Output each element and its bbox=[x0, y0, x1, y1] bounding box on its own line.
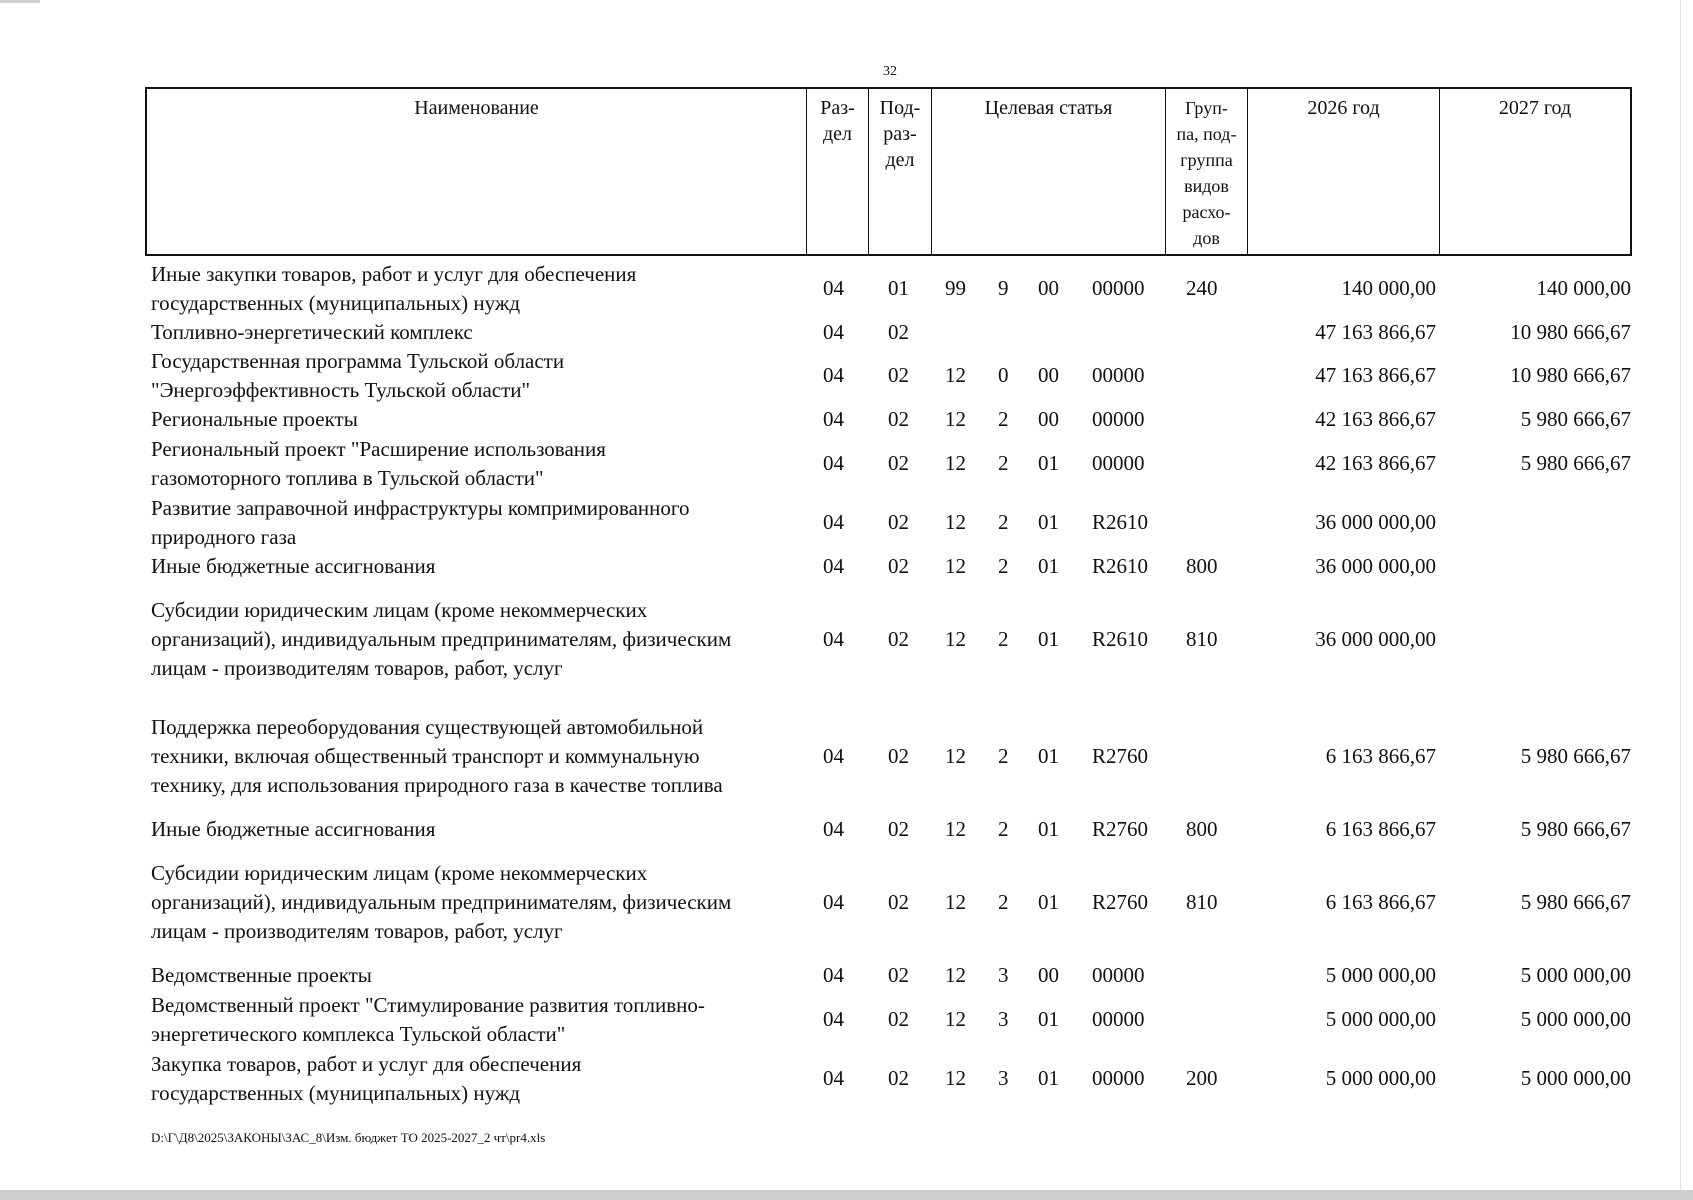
header-podrazdel-label: Под- раз- дел bbox=[879, 97, 921, 171]
row-razdel: 04 bbox=[823, 1007, 844, 1031]
header-podrazdel bbox=[869, 89, 932, 254]
row-amount-2026: 6 163 866,67 bbox=[1325, 744, 1436, 768]
row-target-direction: R2760 bbox=[1092, 890, 1149, 914]
row-target-direction: R2610 bbox=[1092, 554, 1149, 578]
row-amount-2026: 42 163 866,67 bbox=[1315, 451, 1436, 475]
row-target-event: 01 bbox=[1038, 817, 1059, 841]
row-target-subprogram: 2 bbox=[998, 744, 1009, 768]
row-target-event: 00 bbox=[1038, 407, 1059, 431]
row-expense-group: 800 bbox=[1186, 554, 1218, 578]
row-target-subprogram: 2 bbox=[998, 554, 1009, 578]
row-name: Ведомственные проекты bbox=[151, 963, 372, 987]
header-name bbox=[147, 89, 807, 254]
row-expense-group: 810 bbox=[1186, 627, 1218, 651]
row-amount-2027: 5 000 000,00 bbox=[1520, 963, 1631, 987]
scan-corner-mark bbox=[0, 0, 40, 3]
row-amount-2027: 5 980 666,67 bbox=[1520, 451, 1631, 475]
row-target-event: 01 bbox=[1038, 510, 1059, 534]
row-amount-2027: 140 000,00 bbox=[1536, 276, 1631, 300]
row-amount-2027: 5 980 666,67 bbox=[1520, 890, 1631, 914]
row-target-subprogram: 2 bbox=[998, 451, 1009, 475]
row-amount-2026: 6 163 866,67 bbox=[1325, 817, 1436, 841]
row-target-program: 12 bbox=[945, 363, 966, 387]
row-amount-2026: 47 163 866,67 bbox=[1315, 363, 1436, 387]
row-target-program: 12 bbox=[945, 554, 966, 578]
row-razdel: 04 bbox=[823, 363, 844, 387]
row-target-program: 12 bbox=[945, 890, 966, 914]
row-target-direction: 00000 bbox=[1092, 1066, 1145, 1090]
table-header bbox=[145, 87, 1632, 256]
row-podrazdel: 01 bbox=[888, 276, 909, 300]
header-target-label: Целевая статья bbox=[984, 97, 1113, 119]
row-amount-2027: 5 980 666,67 bbox=[1520, 817, 1631, 841]
row-razdel: 04 bbox=[823, 817, 844, 841]
row-target-direction: R2610 bbox=[1092, 510, 1149, 534]
row-target-subprogram: 3 bbox=[998, 1007, 1009, 1031]
header-y2026-label: 2026 год bbox=[1307, 97, 1380, 119]
header-group-label: Груп- па, под- группа видов расхо- дов bbox=[1176, 98, 1237, 248]
row-target-event: 01 bbox=[1038, 890, 1059, 914]
row-target-subprogram: 9 bbox=[998, 276, 1009, 300]
row-target-subprogram: 3 bbox=[998, 963, 1009, 987]
row-target-event: 01 bbox=[1038, 1066, 1059, 1090]
row-amount-2026: 5 000 000,00 bbox=[1325, 1066, 1436, 1090]
row-name: Поддержка переоборудования существующей автомобильной техники, включая общественный транспорт и коммунальную технику, для использования природного газа в качестве топлива bbox=[151, 715, 723, 797]
row-podrazdel: 02 bbox=[888, 1066, 909, 1090]
row-razdel: 04 bbox=[823, 407, 844, 431]
row-target-event: 01 bbox=[1038, 451, 1059, 475]
row-name: Иные закупки товаров, работ и услуг для обеспечения государственных (муниципальных) нужд bbox=[151, 262, 637, 315]
row-razdel: 04 bbox=[823, 744, 844, 768]
row-target-program: 12 bbox=[945, 451, 966, 475]
row-target-subprogram: 2 bbox=[998, 407, 1009, 431]
row-target-event: 00 bbox=[1038, 276, 1059, 300]
footer-file-path: D:\Г\Д8\2025\ЗАКОНЫ\ЗАС_8\Изм. бюджет ТО 2025-2027_2 чт\pr4.xls bbox=[151, 1130, 546, 1145]
row-expense-group: 200 bbox=[1186, 1066, 1218, 1090]
row-target-program: 12 bbox=[945, 510, 966, 534]
row-name: Субсидии юридическим лицам (кроме некоммерческих организаций), индивидуальным предпринимателям, физическим лицам - производителям товаров, работ, услуг bbox=[151, 861, 732, 943]
header-razdel bbox=[807, 89, 869, 254]
row-target-program: 99 bbox=[945, 276, 966, 300]
row-target-program: 12 bbox=[945, 1066, 966, 1090]
row-target-event: 01 bbox=[1038, 627, 1059, 651]
row-name: Закупка товаров, работ и услуг для обеспечения государственных (муниципальных) нужд bbox=[151, 1052, 582, 1105]
row-amount-2026: 6 163 866,67 bbox=[1325, 890, 1436, 914]
row-target-direction: 00000 bbox=[1092, 363, 1145, 387]
row-name: Региональные проекты bbox=[151, 407, 358, 431]
row-podrazdel: 02 bbox=[888, 890, 909, 914]
row-name: Региональный проект "Расширение использования газомоторного топлива в Тульской области" bbox=[151, 437, 606, 490]
row-amount-2027: 5 980 666,67 bbox=[1520, 744, 1631, 768]
row-amount-2026: 36 000 000,00 bbox=[1315, 554, 1436, 578]
header-group bbox=[1166, 89, 1248, 254]
row-razdel: 04 bbox=[823, 320, 844, 344]
scan-edge-line bbox=[1680, 0, 1681, 1190]
row-podrazdel: 02 bbox=[888, 363, 909, 387]
row-target-program: 12 bbox=[945, 817, 966, 841]
row-expense-group: 240 bbox=[1186, 276, 1218, 300]
row-target-subprogram: 2 bbox=[998, 817, 1009, 841]
row-razdel: 04 bbox=[823, 554, 844, 578]
row-expense-group: 800 bbox=[1186, 817, 1218, 841]
row-target-subprogram: 3 bbox=[998, 1066, 1009, 1090]
header-y2026 bbox=[1248, 89, 1440, 254]
row-name: Ведомственный проект "Стимулирование развития топливно- энергетического комплекса Тульской области" bbox=[151, 993, 705, 1046]
row-target-direction: 00000 bbox=[1092, 407, 1145, 431]
row-target-event: 01 bbox=[1038, 554, 1059, 578]
row-name: Развитие заправочной инфраструктуры компримированного природного газа bbox=[151, 496, 690, 549]
row-target-direction: 00000 bbox=[1092, 963, 1145, 987]
row-name: Государственная программа Тульской области "Энергоэффективность Тульской области" bbox=[151, 349, 565, 402]
row-podrazdel: 02 bbox=[888, 451, 909, 475]
row-amount-2026: 140 000,00 bbox=[1341, 276, 1436, 300]
row-target-direction: 00000 bbox=[1092, 276, 1145, 300]
row-target-direction: 00000 bbox=[1092, 451, 1145, 475]
row-target-program: 12 bbox=[945, 407, 966, 431]
row-razdel: 04 bbox=[823, 276, 844, 300]
row-amount-2026: 47 163 866,67 bbox=[1315, 320, 1436, 344]
row-target-subprogram: 2 bbox=[998, 510, 1009, 534]
row-name: Иные бюджетные ассигнования bbox=[151, 817, 436, 841]
row-name: Иные бюджетные ассигнования bbox=[151, 554, 436, 578]
row-razdel: 04 bbox=[823, 451, 844, 475]
row-target-event: 01 bbox=[1038, 1007, 1059, 1031]
row-razdel: 04 bbox=[823, 890, 844, 914]
row-target-program: 12 bbox=[945, 627, 966, 651]
header-razdel-label: Раз- дел bbox=[820, 97, 855, 145]
row-razdel: 04 bbox=[823, 510, 844, 534]
row-target-event: 01 bbox=[1038, 744, 1059, 768]
row-amount-2027: 5 000 000,00 bbox=[1520, 1007, 1631, 1031]
row-razdel: 04 bbox=[823, 627, 844, 651]
row-amount-2027: 10 980 666,67 bbox=[1510, 320, 1631, 344]
row-podrazdel: 02 bbox=[888, 407, 909, 431]
row-podrazdel: 02 bbox=[888, 744, 909, 768]
row-razdel: 04 bbox=[823, 1066, 844, 1090]
row-podrazdel: 02 bbox=[888, 627, 909, 651]
row-podrazdel: 02 bbox=[888, 510, 909, 534]
row-amount-2026: 5 000 000,00 bbox=[1325, 1007, 1436, 1031]
row-amount-2026: 36 000 000,00 bbox=[1315, 627, 1436, 651]
row-name: Субсидии юридическим лицам (кроме некоммерческих организаций), индивидуальным предпринимателям, физическим лицам - производителям товаров, работ, услуг bbox=[151, 598, 732, 680]
row-razdel: 04 bbox=[823, 963, 844, 987]
row-amount-2027: 5 000 000,00 bbox=[1520, 1066, 1631, 1090]
page-number: 32 bbox=[883, 64, 897, 79]
row-podrazdel: 02 bbox=[888, 817, 909, 841]
row-target-program: 12 bbox=[945, 963, 966, 987]
row-name: Топливно-энергетический комплекс bbox=[151, 320, 473, 344]
row-amount-2026: 42 163 866,67 bbox=[1315, 407, 1436, 431]
row-target-direction: 00000 bbox=[1092, 1007, 1145, 1031]
row-expense-group: 810 bbox=[1186, 890, 1218, 914]
row-amount-2026: 36 000 000,00 bbox=[1315, 510, 1436, 534]
header-name-label: Наименование bbox=[414, 97, 539, 119]
row-target-direction: R2760 bbox=[1092, 817, 1149, 841]
row-amount-2026: 5 000 000,00 bbox=[1325, 963, 1436, 987]
row-target-subprogram: 2 bbox=[998, 627, 1009, 651]
header-y2027-label: 2027 год bbox=[1498, 97, 1572, 119]
row-podrazdel: 02 bbox=[888, 1007, 909, 1031]
row-target-event: 00 bbox=[1038, 963, 1059, 987]
header-target bbox=[932, 89, 1166, 254]
row-target-event: 00 bbox=[1038, 363, 1059, 387]
row-target-subprogram: 2 bbox=[998, 890, 1009, 914]
scan-bottom-bar bbox=[0, 1190, 1693, 1200]
row-podrazdel: 02 bbox=[888, 320, 909, 344]
header-y2027 bbox=[1440, 89, 1630, 254]
row-target-direction: R2610 bbox=[1092, 627, 1149, 651]
row-podrazdel: 02 bbox=[888, 554, 909, 578]
row-target-subprogram: 0 bbox=[998, 363, 1009, 387]
row-amount-2027: 5 980 666,67 bbox=[1520, 407, 1631, 431]
row-target-direction: R2760 bbox=[1092, 744, 1149, 768]
row-target-program: 12 bbox=[945, 744, 966, 768]
row-amount-2027: 10 980 666,67 bbox=[1510, 363, 1631, 387]
row-podrazdel: 02 bbox=[888, 963, 909, 987]
row-target-program: 12 bbox=[945, 1007, 966, 1031]
